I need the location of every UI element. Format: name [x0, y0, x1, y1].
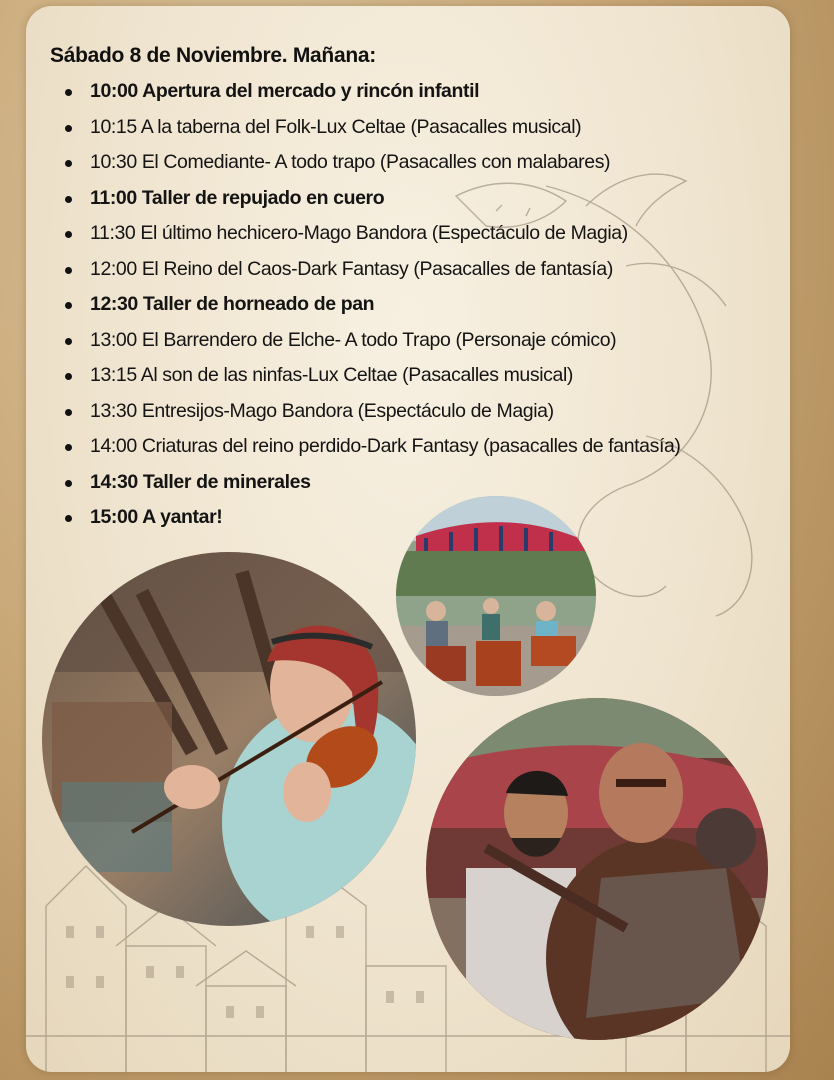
schedule-item: 11:00 Taller de repujado en cuero — [90, 181, 770, 217]
schedule-item: 12:00 El Reino del Caos-Dark Fantasy (Pasacalles de fantasía) — [90, 252, 770, 288]
schedule-heading: Sábado 8 de Noviembre. Mañana: — [50, 44, 376, 67]
schedule-list — [50, 74, 770, 536]
schedule-item: 10:15 A la taberna del Folk-Lux Celtae (Pasacalles musical) — [90, 110, 770, 146]
schedule-item: 15:00 A yantar! — [90, 500, 770, 536]
schedule-item: 13:15 Al son de las ninfas-Lux Celtae (Pasacalles musical) — [90, 358, 770, 394]
schedule-item: 10:30 El Comediante- A todo trapo (Pasacalles con malabares) — [90, 145, 770, 181]
schedule-item: 11:30 El último hechicero-Mago Bandora (Espectáculo de Magia) — [90, 216, 770, 252]
schedule-item: 12:30 Taller de horneado de pan — [90, 287, 770, 323]
fantasy-character-photo — [426, 698, 768, 1040]
schedule-item: 14:00 Criaturas del reino perdido-Dark Fantasy (pasacalles de fantasía) — [90, 429, 770, 465]
schedule-item: 14:30 Taller de minerales — [90, 465, 770, 501]
schedule — [50, 44, 770, 536]
schedule-item: 10:00 Apertura del mercado y rincón infantil — [90, 74, 770, 110]
schedule-item: 13:00 El Barrendero de Elche- A todo Trapo (Personaje cómico) — [90, 323, 770, 359]
violinist-photo — [42, 552, 416, 926]
schedule-item: 13:30 Entresijos-Mago Bandora (Espectáculo de Magia) — [90, 394, 770, 430]
market-photo — [396, 496, 596, 696]
poster-card — [26, 6, 790, 1072]
